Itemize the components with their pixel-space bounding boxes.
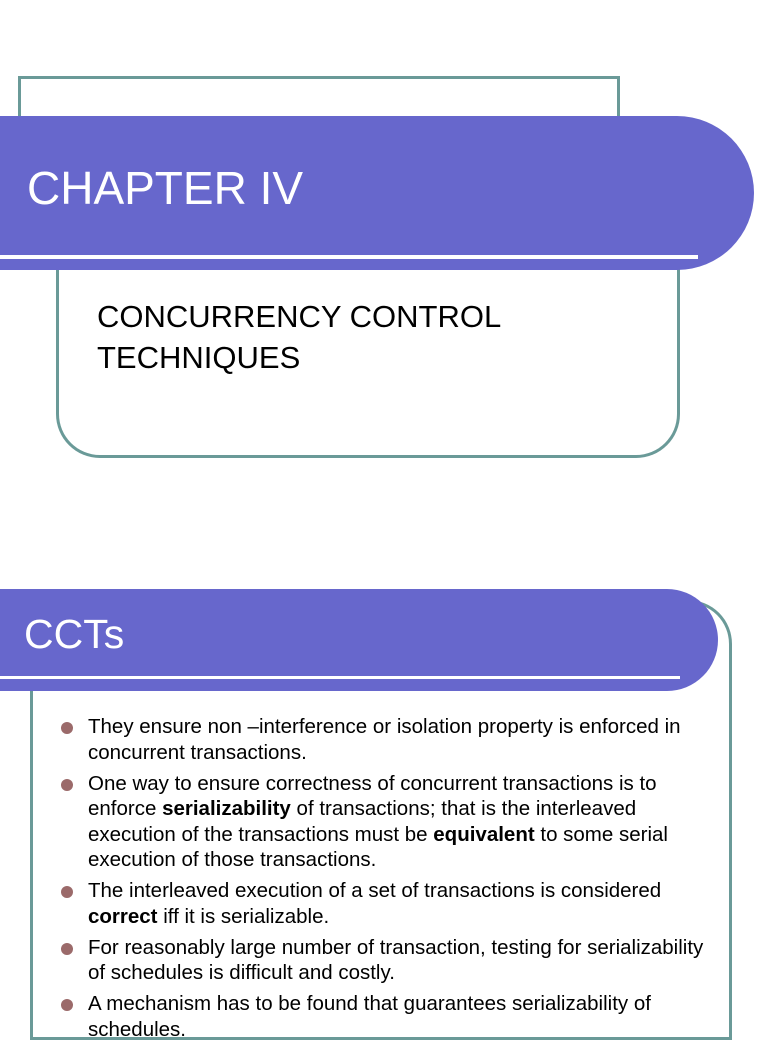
bullet-dot-icon [61, 722, 73, 734]
bullet-item [60, 991, 720, 1042]
chapter-title: CHAPTER IV [27, 162, 304, 214]
bullet-text: They ensure non –interference or isolation property is enforced in concurrent transactions. [88, 715, 681, 764]
bullet-item [60, 878, 720, 929]
bullet-list [60, 714, 720, 1048]
bullet-emphasis: equivalent [433, 822, 535, 846]
bullet-text: The interleaved execution of a set of transactions is considered [88, 879, 662, 902]
bullet-dot-icon [61, 779, 73, 791]
bullet-dot-icon [61, 999, 73, 1011]
bullet-emphasis: serializability [162, 797, 291, 820]
bullet-emphasis: correct [88, 904, 158, 928]
slide-chapter-title [0, 0, 768, 500]
bullet-text: of transactions; that is the interleaved execution of the transactions must be [88, 797, 637, 846]
chapter-subtitle: CONCURRENCY CONTROL TECHNIQUES [97, 299, 501, 375]
title-underline [0, 255, 698, 259]
bullet-text: One way to ensure correctness of concurrent transactions is to enforce [88, 771, 657, 820]
bullet-text: For reasonably large number of transaction, testing for serializability of schedules is difficult and costly. [88, 935, 704, 984]
bullet-dot-icon [61, 943, 73, 955]
bullet-item [60, 935, 720, 986]
title-underline [0, 676, 680, 679]
bullet-text: to some serial execution of those transactions. [88, 822, 668, 871]
bullet-text: iff it is serializable. [157, 904, 330, 928]
bullet-dot-icon [61, 886, 73, 898]
slide-title: CCTs [24, 611, 125, 657]
bullet-item [60, 714, 720, 765]
bullet-item [60, 771, 720, 873]
bullet-text: A mechanism has to be found that guarantees serializability of schedules. [88, 992, 651, 1041]
slide-ccts [0, 560, 768, 1041]
